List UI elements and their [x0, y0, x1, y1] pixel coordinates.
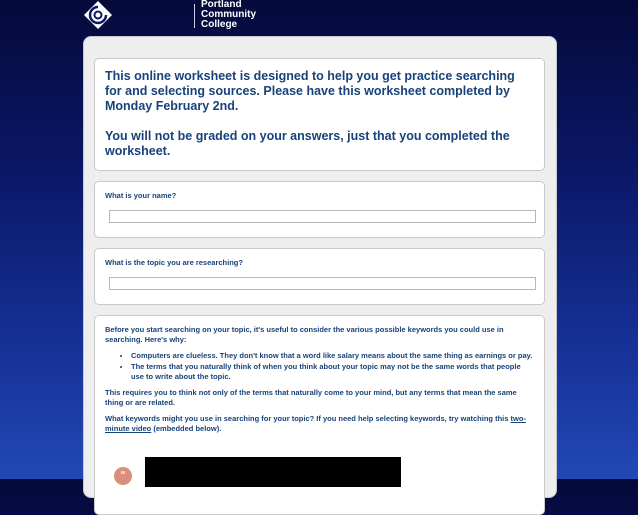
intro-paragraph-1: This online worksheet is designed to help you get practice searching for and selecting sources. Please have this worksheet completed by Monday February 2nd. [105, 69, 515, 113]
list-item: • The terms that you naturally think of when you think about your topic may not be the same words that people use to write about the topic. [131, 362, 534, 382]
question-topic-label: What is the topic you are researching? [105, 258, 243, 267]
keywords-prompt-suffix: (embedded below). [153, 424, 222, 433]
brand-line-1: Portland [201, 0, 242, 10]
worksheet-form [83, 36, 557, 498]
quote-icon: “ [114, 467, 132, 485]
two-minute-video-link[interactable]: two-minute video [105, 414, 526, 433]
keywords-reasons-list [105, 351, 534, 382]
keywords-prompt-text: What keywords might you use in searching for your topic? If you need help selecting keywords, try watching this [105, 414, 509, 423]
keywords-card [94, 315, 545, 515]
brand-line-3: College [201, 19, 238, 30]
pcc-logo-icon [83, 0, 113, 30]
logo-divider [194, 4, 195, 28]
question-name-label: What is your name? [105, 191, 177, 200]
question-name-card [94, 181, 545, 238]
keywords-note: This requires you to think not only of the terms that naturally come to your mind, but any terms that mean the same thing or are related. [105, 388, 517, 407]
brand-name [201, 0, 256, 30]
question-topic-card [94, 248, 545, 305]
topic-input[interactable] [109, 277, 536, 290]
embedded-video[interactable] [145, 457, 401, 487]
intro-paragraph-2: You will not be graded on your answers, just that you completed the worksheet. [105, 129, 510, 158]
name-input[interactable] [109, 210, 536, 223]
keywords-lead: Before you start searching on your topic, it's useful to consider the various possible keywords you could use in searching. Here's why: [105, 325, 504, 344]
list-item: • Computers are clueless. They don't know that a word like salary means about the same thing as earnings or pay. [131, 351, 534, 361]
brand-line-2: Community [201, 9, 256, 20]
intro-card [94, 58, 545, 171]
header [80, 0, 260, 36]
keywords-prompt [105, 414, 534, 434]
